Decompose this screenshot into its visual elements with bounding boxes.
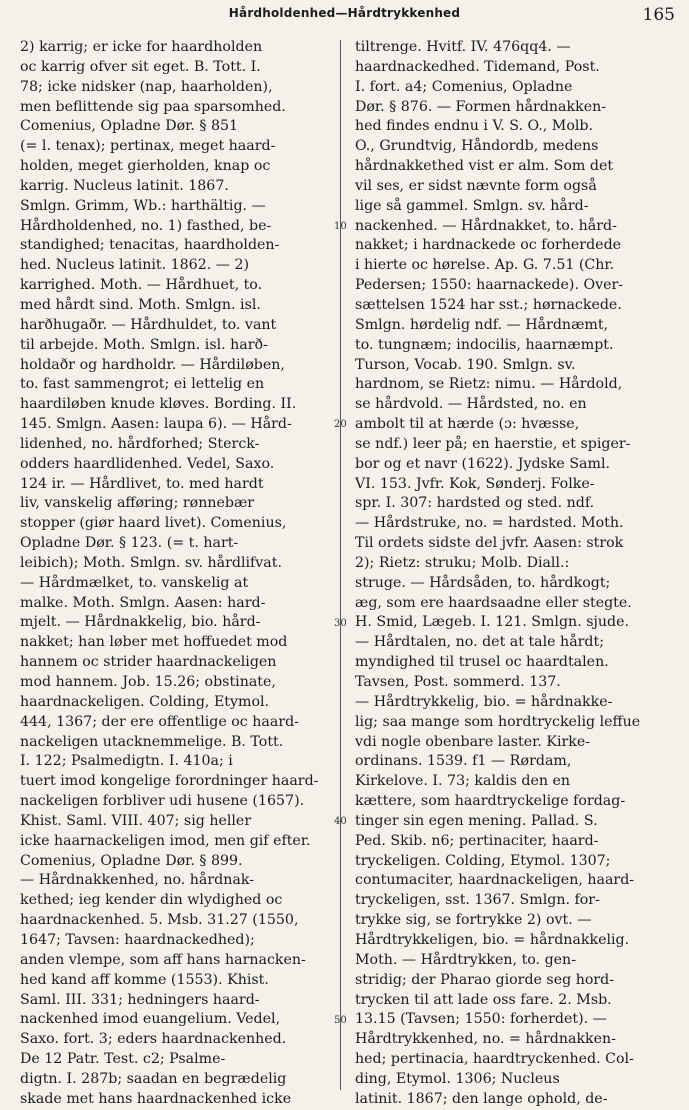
- text-line: (= l. tenax); pertinax, meget haard-: [20, 138, 276, 155]
- text-line: nackenhed. — Hårdnakket, to. hård-: [355, 217, 617, 234]
- text-line: haardnackeligen. Colding, Etymol.: [20, 693, 270, 710]
- right-column: [355, 38, 677, 1110]
- text-line: hed. Nucleus latinit. 1862. — 2): [20, 257, 250, 274]
- text-line: Hårdtrykkeligen, bio. = hårdnakkelig.: [355, 931, 630, 948]
- text-line: myndighed til trusel oc haardtalen.: [355, 654, 609, 671]
- text-line: holdaðr og hardholdr. — Hårdiløben,: [20, 356, 285, 373]
- text-line: holden, meget gierholden, knap oc: [20, 158, 271, 175]
- text-line: — Hårdstruke, no. = hardsted. Moth.: [355, 515, 624, 532]
- text-line: harðhugaðr. — Hårdhuldet, to. vant: [20, 316, 277, 333]
- text-line: Tavsen, Post. sommerd. 137.: [355, 674, 561, 690]
- text-line: Hårdholdenhed, no. 1) fasthed, be-: [20, 217, 272, 234]
- text-line: tiltrenge. Hvitf. IV. 476qq4. —: [355, 39, 571, 55]
- text-line: i hierte oc hørelse. Ap. G. 7.51 (Chr.: [355, 257, 615, 274]
- text-line: Smlgn. Grimm, Wb.: harthältig. —: [20, 197, 266, 214]
- text-line: Dør. § 876. — Formen hårdnakken-: [355, 98, 607, 115]
- text-line: lige så gammel. Smlgn. sv. hård-: [355, 197, 589, 214]
- line-number-marker: 30: [334, 617, 347, 629]
- text-line: bor og et navr (1622). Jydske Saml.: [355, 455, 611, 472]
- text-line: tryckeligen, sst. 1367. Smlgn. for-: [355, 892, 600, 909]
- text-line: men beflittende sig paa sparsomhed.: [20, 98, 286, 115]
- text-line: VI. 153. Jvfr. Kok, Sønderj. Folke-: [355, 475, 595, 492]
- text-line: haardnackedhed. Tidemand, Post.: [355, 58, 600, 75]
- text-line: Til ordets sidste del jvfr. Aasen: strok: [355, 535, 624, 552]
- text-line: nakket; i hardnackede oc forherdede: [355, 237, 622, 254]
- text-line: stridig; der Pharao giorde seg hord-: [355, 971, 615, 988]
- text-line: spr. I. 307: hardsted og sted. ndf.: [355, 495, 595, 512]
- text-line: nackeligen forbliver udi husene (1657).: [20, 793, 305, 810]
- text-line: hed kand aff komme (1553). Khist.: [20, 971, 269, 988]
- text-line: standighed; tenacitas, haardholden-: [20, 237, 280, 254]
- text-line: Saxo. fort. 3; eders haardnackenhed.: [20, 1031, 287, 1048]
- text-line: Hårdtrykkenhed, no. = hårdnakken-: [355, 1031, 616, 1048]
- text-line: Pedersen; 1550: haarnackede). Over-: [355, 277, 624, 294]
- text-line: hed; pertinacia, haardtryckenhed. Col-: [355, 1051, 634, 1068]
- text-line: karrig. Nucleus latinit. 1867.: [20, 177, 229, 194]
- text-line: hed findes endnu i V. S. O., Molb.: [355, 118, 593, 135]
- text-line: — Hårdmælket, to. vanskelig at: [20, 574, 249, 591]
- text-line: Ped. Skib. n6; pertinaciter, haard-: [355, 832, 599, 849]
- text-line: latinit. 1867; den lange ophold, de-: [355, 1090, 608, 1107]
- text-line: — Hårdtalen, no. det at tale hårdt;: [355, 634, 604, 651]
- text-line: I. fort. a4; Comenius, Opladne: [355, 78, 573, 95]
- text-line: kethed; ieg kender din wlydighed oc: [20, 892, 283, 909]
- text-line: Kirkelove. I. 73; kaldis den en: [355, 773, 571, 790]
- text-line: — Hårdtrykkelig, bio. = hårdnakke-: [355, 693, 613, 710]
- text-line: lidenhed, no. hårdforhed; Sterck-: [20, 435, 260, 452]
- text-line: trycken til att lade oss fare. 2. Msb.: [355, 991, 612, 1008]
- text-line: nakket; han løber met hoffuedet mod: [20, 634, 288, 651]
- text-line: mod hannem. Job. 15.26; obstinate,: [20, 674, 276, 690]
- text-line: nackenhed imod euangelium. Vedel,: [20, 1011, 281, 1028]
- text-line: Opladne Dør. § 123. (= t. hart-: [20, 535, 239, 552]
- text-line: skade met hans haardnackenhed icke: [20, 1090, 292, 1107]
- text-line: to. fast sammengrot; ei lettelig en: [20, 376, 265, 393]
- text-line: tinger sin egen mening. Pallad. S.: [355, 812, 598, 829]
- page-number: 165: [642, 5, 675, 25]
- text-line: I. 122; Psalmedigtn. I. 410a; i: [20, 753, 233, 770]
- text-line: ambolt til at hærde (ɔ: hvæsse,: [355, 416, 580, 433]
- text-line: odders haardlidenhed. Vedel, Saxo.: [20, 455, 275, 472]
- text-line: 78; icke nidsker (nap, haarholden),: [20, 78, 273, 95]
- text-line: tuert imod kongelige forordninger haard-: [20, 773, 319, 790]
- text-line: se ndf.) leer på; en haerstie, et spiger-: [355, 435, 631, 452]
- line-number-marker: 40: [334, 816, 347, 828]
- line-number-marker: 50: [334, 1014, 347, 1026]
- text-line: nackeligen utacknemmelige. B. Tott.: [20, 733, 284, 750]
- text-line: contumaciter, haardnackeligen, haard-: [355, 872, 635, 889]
- text-line: vdi nogle obenbare laster. Kirke-: [355, 733, 591, 750]
- text-line: icke haarnackeligen imod, men gif efter.: [20, 832, 311, 849]
- text-line: Moth. — Hårdtrykken, to. gen-: [355, 951, 576, 968]
- text-line: haardnackenhed. 5. Msb. 31.27 (1550,: [20, 912, 299, 929]
- text-line: til arbejde. Moth. Smlgn. isl. harð-: [20, 336, 268, 353]
- text-line: ding, Etymol. 1306; Nucleus: [355, 1070, 560, 1087]
- text-line: Comenius, Opladne Dør. § 899.: [20, 852, 243, 869]
- text-line: sættelsen 1524 har sst.; hørnackede.: [355, 296, 622, 313]
- text-line: oc karrig ofver sit eget. B. Tott. I.: [20, 58, 261, 75]
- text-line: 145. Smlgn. Aasen: laupa 6). — Hård-: [20, 416, 292, 433]
- text-line: 2); Rietz: struku; Molb. Diall.:: [355, 554, 570, 571]
- text-line: med hårdt sind. Moth. Smlgn. isl.: [20, 296, 261, 313]
- text-line: leibich); Moth. Smlgn. sv. hårdlifvat.: [20, 554, 282, 571]
- text-line: O., Grundtvig, Håndordb, medens: [355, 138, 599, 155]
- text-line: 2) karrig; er icke for haardholden: [20, 39, 263, 55]
- text-line: mjelt. — Hårdnakkelig, bio. hård-: [20, 614, 261, 631]
- page-header: [0, 0, 689, 34]
- text-line: De 12 Patr. Test. c2; Psalme-: [20, 1051, 226, 1068]
- text-line: Khist. Saml. VIII. 407; sig heller: [20, 812, 252, 829]
- text-line: to. tungnæm; indocilis, haarnæmpt.: [355, 336, 614, 353]
- text-line: stopper (giør haard livet). Comenius,: [20, 515, 287, 532]
- text-line: æg, som ere haardsaadne eller stegte.: [355, 594, 632, 611]
- text-line: liv, vanskelig afføring; rønnebær: [20, 495, 255, 512]
- text-line: anden vlempe, som aff hans harnacken-: [20, 951, 306, 968]
- text-line: trykke sig, se fortrykke 2) ovt. —: [355, 912, 592, 929]
- running-head: Hårdholdenhed—Hårdtrykkenhed: [228, 6, 461, 20]
- text-line: struge. — Hårdsåden, to. hårdkogt;: [355, 574, 611, 591]
- text-line: hardnom, se Rietz: nimu. — Hårdold,: [355, 376, 623, 393]
- text-line: Smlgn. hørdelig ndf. — Hårdnæmt,: [355, 316, 609, 333]
- text-line: H. Smid, Lægeb. I. 121. Smlgn. sjude.: [355, 614, 630, 631]
- text-line: Turson, Vocab. 190. Smlgn. sv.: [355, 356, 576, 373]
- text-line: karrighed. Moth. — Hårdhuet, to.: [20, 277, 263, 294]
- text-line: digtn. I. 287b; saadan en begrædelig: [20, 1070, 287, 1087]
- text-line: hannem oc strider haardnackeligen: [20, 654, 277, 671]
- text-line: 13.15 (Tavsen; 1550: forherdet). —: [355, 1011, 607, 1028]
- text-line: vil ses, er sidst nævnte form også: [355, 177, 597, 194]
- text-line: haardiløben knude kløves. Bording. II.: [20, 396, 297, 413]
- line-number-marker: 20: [334, 419, 347, 431]
- text-line: 444, 1367; der ere offentlige oc haard-: [20, 713, 299, 730]
- left-column: [20, 38, 338, 1110]
- text-line: Saml. III. 331; hedningers haard-: [20, 991, 260, 1008]
- text-line: malke. Moth. Smlgn. Aasen: hard-: [20, 594, 266, 611]
- text-line: Comenius, Opladne Dør. § 851: [20, 118, 239, 135]
- text-line: se hårdvold. — Hårdsted, no. en: [355, 396, 587, 413]
- text-line: lig; saa mange som hordtryckelig leffue: [355, 713, 641, 730]
- text-line: ordinans. 1539. f1 — Rørdam,: [355, 753, 572, 770]
- line-number-marker: 10: [334, 220, 347, 232]
- text-line: 124 ir. — Hårdlivet, to. med hardt: [20, 475, 264, 492]
- text-line: — Hårdnakkenhed, no. hårdnak-: [20, 872, 254, 889]
- text-line: kættere, som haardtryckelige fordag-: [355, 793, 626, 810]
- column-divider: [340, 40, 341, 1090]
- text-line: tryckeligen. Colding, Etymol. 1307;: [355, 852, 611, 869]
- text-line: hårdnakkethed vist er alm. Som det: [355, 158, 614, 175]
- text-line: 1647; Tavsen: haardnackedhed);: [20, 931, 255, 948]
